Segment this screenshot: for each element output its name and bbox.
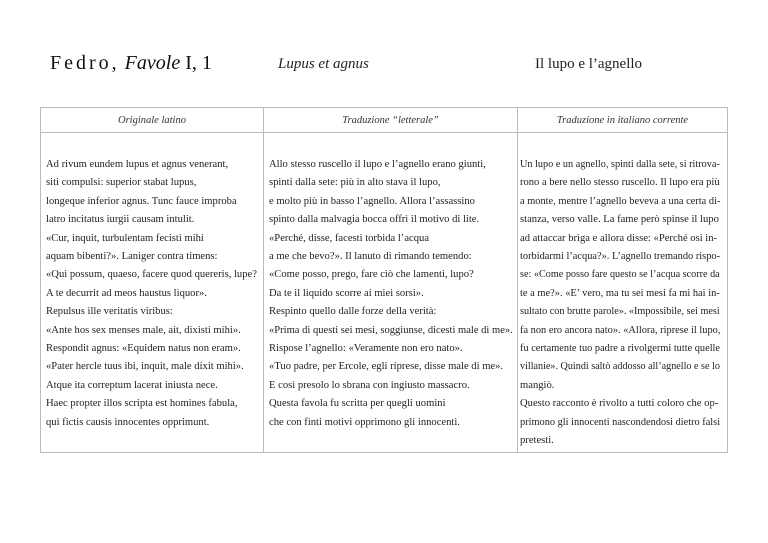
text-line: se: «Come posso fare questo se l’acqua scorre da [520, 269, 720, 281]
text-line: siti compulsi: superior stabat lupus, [46, 177, 197, 189]
latin-title: Lupus et agnus [278, 56, 369, 72]
text-line: Haec propter illos scripta est homines fabula, [46, 398, 238, 410]
text-line: aquam bibenti?». Laniger contra timens: [46, 251, 218, 263]
text-line: te a me?». «E’ vero, ma tu sei mesi fa mi hai in- [520, 287, 720, 299]
text-line: torbidarmi l’acqua?». L’agnello tremando rispo- [520, 251, 721, 263]
text-line: A te decurrit ad meos haustus liquor». [46, 287, 207, 299]
latin-text-cell [41, 133, 264, 453]
text-line: «Perché, disse, facesti torbida l’acqua [269, 232, 430, 244]
text-line: fa non ero ancora nato». «Allora, riprese il lupo, [520, 324, 721, 336]
text-line: Ad rivum eundem lupus et agnus venerant, [46, 159, 229, 170]
text-line: e molto più in basso l’agnello. Allora l’assassino [269, 195, 475, 207]
text-line: qui fictis causis innocentes opprimunt. [46, 416, 210, 428]
table-body-row [41, 133, 728, 453]
text-line: pretesti. [520, 435, 554, 447]
modern-text-cell [518, 133, 728, 453]
text-line: Respondit agnus: «Equidem natus non eram». [46, 343, 241, 355]
column-heading-modern: Traduzione in italiano corrente [518, 108, 728, 133]
italian-title: Il lupo e l’agnello [535, 56, 643, 72]
text-line: primono gli innocenti nascondendosi dietro falsi [520, 416, 721, 428]
text-line: spinto dalla malvagia bocca offrì il motivo di lite. [269, 214, 480, 226]
text-line: fu certamente tuo padre a rivolgermi tutte quelle [520, 343, 721, 355]
text-line: «Qui possum, quaeso, facere quod quereris, lupe? [46, 269, 257, 281]
page-header [0, 52, 768, 82]
author-name: Fedro, [50, 52, 120, 74]
table-header-row [41, 108, 728, 133]
text-line: «Ante hos sex menses male, ait, dixisti mihi». [46, 324, 241, 336]
modern-translation-text [518, 133, 727, 451]
text-line: ad attaccar briga e allora disse: «Perché osi in- [520, 232, 718, 244]
text-line: Rispose l’agnello: «Veramente non ero nato». [269, 343, 463, 355]
text-line: Questa favola fu scritta per quegli uomini [269, 398, 446, 410]
author-work-title [50, 52, 212, 75]
text-line: Questo racconto è rivolto a tutti coloro che op- [520, 398, 719, 410]
text-line: «Tuo padre, per Ercole, egli riprese, disse male di me». [269, 361, 504, 373]
text-line: Atque ita correptum lacerat iniusta nece. [46, 379, 218, 391]
translation-table [40, 107, 728, 453]
text-line: «Cur, inquit, turbulentam fecisti mihi [46, 232, 204, 244]
column-heading-latin: Originale latino [41, 108, 264, 133]
book-number: I, 1 [180, 52, 212, 74]
text-line: Da te il liquido scorre ai miei sorsi». [269, 287, 424, 299]
text-line: mangiò. [520, 379, 555, 391]
literal-text-cell [264, 133, 518, 453]
text-line: stanza, verso valle. La fame però spinse il lupo [520, 214, 719, 226]
text-line: sultato con brutte parole». «Impossibile, sei mesi [520, 306, 720, 318]
literal-translation-text [264, 133, 517, 432]
text-line: longeque inferior agnus. Tunc fauce improba [46, 195, 237, 207]
text-line: latro incitatus iurgii causam intulit. [46, 214, 195, 226]
column-heading-literal: Traduzione “letterale” [264, 108, 518, 133]
text-line: Allo stesso ruscello il lupo e l’agnello erano giunti, [269, 159, 486, 170]
text-line: a me che bevo?». Il lanuto di rimando temendo: [269, 251, 472, 263]
text-line: a monte, mentre l’agnello beveva a una certa di- [520, 195, 721, 207]
latin-text [41, 133, 263, 432]
work-title: Favole [124, 52, 181, 74]
text-line: E così presolo lo sbrana con ingiusto massacro. [269, 379, 470, 391]
text-line: spinti dalla sete: più in alto stava il lupo, [269, 177, 441, 189]
text-line: Respinto quello dalle forze della verità: [269, 306, 437, 318]
text-line: «Prima di questi sei mesi, soggiunse, dicesti male di me». [269, 324, 513, 336]
text-line: «Come posso, prego, fare ciò che lamenti, lupo? [269, 269, 474, 281]
text-line: «Pater hercle tuus ibi, inquit, male dixit mihi». [46, 361, 244, 373]
text-line: Repulsus ille veritatis viribus: [46, 306, 173, 318]
text-line: rono a bere nello stesso ruscello. Il lupo era più [520, 177, 720, 189]
text-line: villanie». Quindi saltò addosso all’agnello e se lo [520, 361, 720, 373]
text-line: che con finti motivi opprimono gli innocenti. [269, 416, 460, 428]
text-line: Un lupo e un agnello, spinti dalla sete, si ritrova- [520, 159, 720, 170]
